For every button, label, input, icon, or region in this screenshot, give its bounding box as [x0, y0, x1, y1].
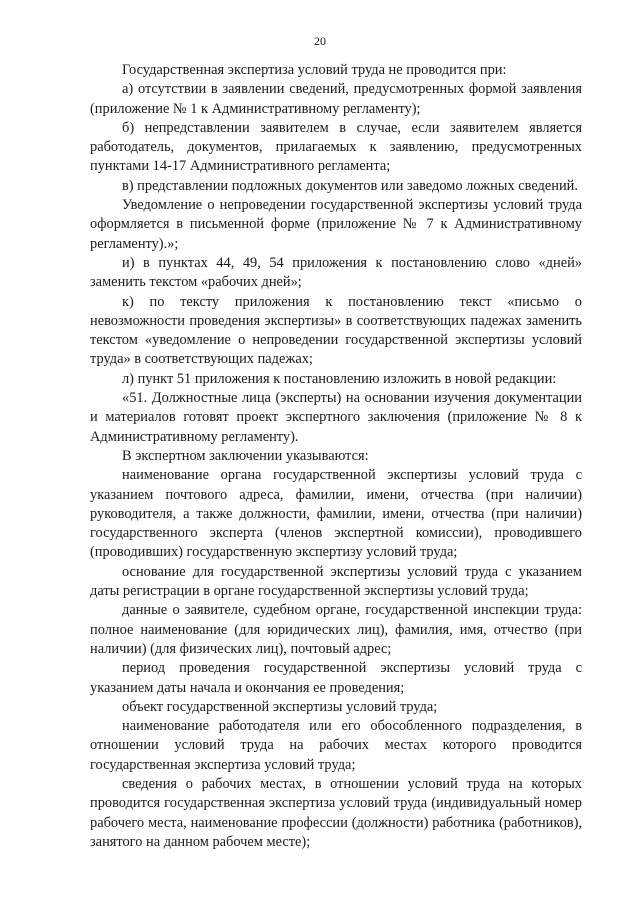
paragraph-item-k: к) по тексту приложения к постановлению текст «письмо о невозможности проведения экспертизы» в соответствующих падежах заменить текстом «уведомление о непроведении государственной экспертизы условий труда» в соответствующих падежах;	[90, 293, 582, 368]
paragraph-item-v: в) представлении подложных документов или заведомо ложных сведений.	[122, 177, 578, 194]
paragraph-intro: Государственная экспертиза условий труда не проводится при:	[122, 62, 507, 78]
paragraph-applicant: данные о заявителе, судебном органе, государственной инспекции труда: полное наименование (для юридических лиц), фамилия, имя, отчество (при наличии) (для физических лиц), почтовый адрес;	[90, 602, 582, 657]
paragraph-object: объект государственной экспертизы условий труда;	[122, 698, 438, 715]
paragraph-conclusion-intro: В экспертном заключении указываются:	[122, 447, 369, 464]
paragraph-item-i: и) в пунктах 44, 49, 54 приложения к постановлению слово «дней» заменить текстом «рабочих дней»;	[90, 254, 582, 291]
paragraph-item-a: а) отсутствии в заявлении сведений, предусмотренных формой заявления (приложение № 1 к Административному регламенту);	[90, 81, 582, 117]
paragraph-item-l: л) пункт 51 приложения к постановлению изложить в новой редакции:	[122, 370, 557, 387]
paragraph-employer: наименование работодателя или его обособленного подразделения, в отношении условий труда на рабочих местах которого проводится государственная экспертиза условий труда;	[90, 718, 582, 773]
paragraph-item-b: б) непредставлении заявителем в случае, если заявителем является работодатель, документов, прилагаемых к заявлению, предусмотренных пунктами 14-17 Административного регламента;	[90, 119, 582, 175]
page-number: 20	[314, 34, 326, 48]
document-body	[90, 61, 582, 852]
paragraph-organ-name: наименование органа государственной экспертизы условий труда с указанием почтового адреса, фамилии, имени, отчества (при наличии) руководителя, а также должности, фамилии, имени, отчества (при наличии) государственного эксперта (членов экспертной комиссии), проводившего (проводивших) государственную экспертизу условий труда;	[90, 467, 582, 561]
paragraph-workplaces: сведения о рабочих местах, в отношении условий труда на которых проводится государственная экспертиза условий труда (индивидуальный номер рабочего места, наименование профессии (должности) работника (работников), занятого на данном рабочем месте);	[90, 775, 582, 850]
paragraph-basis: основание для государственной экспертизы условий труда с указанием даты регистрации в органе государственной экспертизы условий труда;	[90, 563, 582, 600]
paragraph-notice: Уведомление о непроведении государственной экспертизы условий труда оформляется в письменной форме (приложение № 7 к Административному регламенту).»;	[90, 197, 582, 252]
paragraph-period: период проведения государственной экспертизы условий труда с указанием даты начала и окончания ее проведения;	[90, 660, 582, 696]
paragraph-clause-51: «51. Должностные лица (эксперты) на основании изучения документации и материалов готовят проект экспертного заключения (приложение № 8 к Административному регламенту).	[90, 390, 582, 445]
